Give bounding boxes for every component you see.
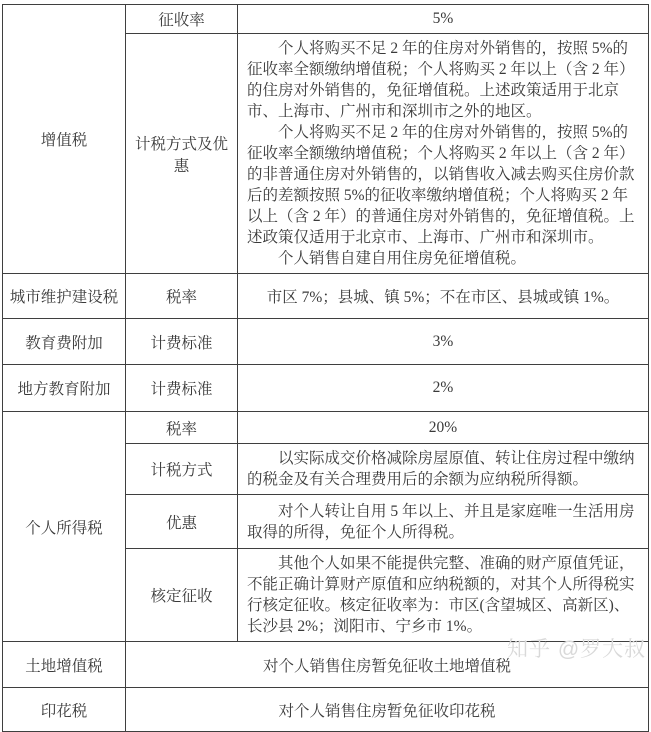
table-row [3, 274, 649, 319]
zhihu-watermark: 知乎 @罗大叔 [507, 638, 647, 661]
vat-method-label: 计税方式及优惠 [126, 34, 238, 274]
tax-name-education-surcharge: 教育费附加 [3, 319, 126, 365]
pit-rate-value: 20% [238, 412, 649, 444]
tax-name-land-appreciation: 土地增值税 [3, 642, 126, 688]
tax-name-personal-income: 个人所得税 [3, 412, 126, 642]
education-surcharge-label: 计费标准 [126, 319, 238, 365]
education-surcharge-value: 3% [238, 319, 649, 365]
tax-name-urban-maintenance: 城市维护建设税 [3, 274, 126, 319]
vat-paragraph-3: 个人销售自建自用住房免征增值税。 [278, 250, 527, 267]
pit-assessed-text: 其他个人如果不能提供完整、准确的财产原值凭证，不能正确计算财产原值和应纳税额的，对其个人所得税实行核定征收。核定征收率为：市区(含望城区、高新区)、长沙县 2%；浏阳市、宁乡市 1%。 [247, 555, 635, 635]
pit-assessed-content [238, 549, 649, 642]
table-row [3, 319, 649, 365]
vat-paragraph-1: 个人将购买不足 2 年的住房对外销售的，按照 5%的征收率全额缴纳增值税；个人将购买 2 年以上（含 2 年）的住房对外销售的，免征增值税。上述政策适用于北京市、上海市、广州市和深圳市之外的地区。 [247, 40, 635, 120]
table-row [3, 688, 649, 732]
table-row [3, 412, 649, 444]
pit-assessed-label: 核定征收 [126, 549, 238, 642]
vat-rate-label: 征收率 [126, 5, 238, 34]
table-row [3, 365, 649, 412]
tax-name-stamp: 印花税 [3, 688, 126, 732]
pit-method-text: 以实际成交价格减除房屋原值、转让住房过程中缴纳的税金及有关合理费用后的余额为应纳税所得额。 [247, 450, 635, 488]
land-appreciation-value: 对个人销售住房暂免征收土地增值税 [126, 642, 649, 688]
tax-table-sheet [2, 4, 649, 732]
vat-paragraph-2: 个人将购买不足 2 年的住房对外销售的，按照 5%的征收率全额缴纳增值税；个人将购买 2 年以上（含 2 年）的非普通住房对外销售的，以销售收入减去购买住房价款后的差额按照 5%的征收率缴纳增值税；个人将购买 2 年以上（含 2 年）的普通住房对外销售的，免征增值税。上述政策仅适用于北京市、上海市、广州市和深圳市。 [247, 124, 635, 246]
pit-rate-label: 税率 [126, 412, 238, 444]
table-row [3, 5, 649, 34]
pit-method-content [238, 444, 649, 495]
stamp-tax-value: 对个人销售住房暂免征收印花税 [126, 688, 649, 732]
housing-sale-tax-table [2, 4, 649, 732]
pit-discount-content [238, 495, 649, 549]
tax-name-vat: 增值税 [3, 5, 126, 274]
urban-maintenance-value: 市区 7%；县城、镇 5%；不在市区、县城或镇 1%。 [238, 274, 649, 319]
pit-discount-label: 优惠 [126, 495, 238, 549]
pit-discount-text: 对个人转让自用 5 年以上、并且是家庭唯一生活用房取得的所得，免征个人所得税。 [247, 502, 635, 541]
table-row [3, 642, 649, 688]
local-education-value: 2% [238, 365, 649, 412]
vat-rate-value: 5% [238, 5, 649, 34]
pit-method-label: 计税方式 [126, 444, 238, 495]
urban-maintenance-label: 税率 [126, 274, 238, 319]
tax-name-local-education: 地方教育附加 [3, 365, 126, 412]
vat-method-content [238, 34, 649, 274]
local-education-label: 计费标准 [126, 365, 238, 412]
